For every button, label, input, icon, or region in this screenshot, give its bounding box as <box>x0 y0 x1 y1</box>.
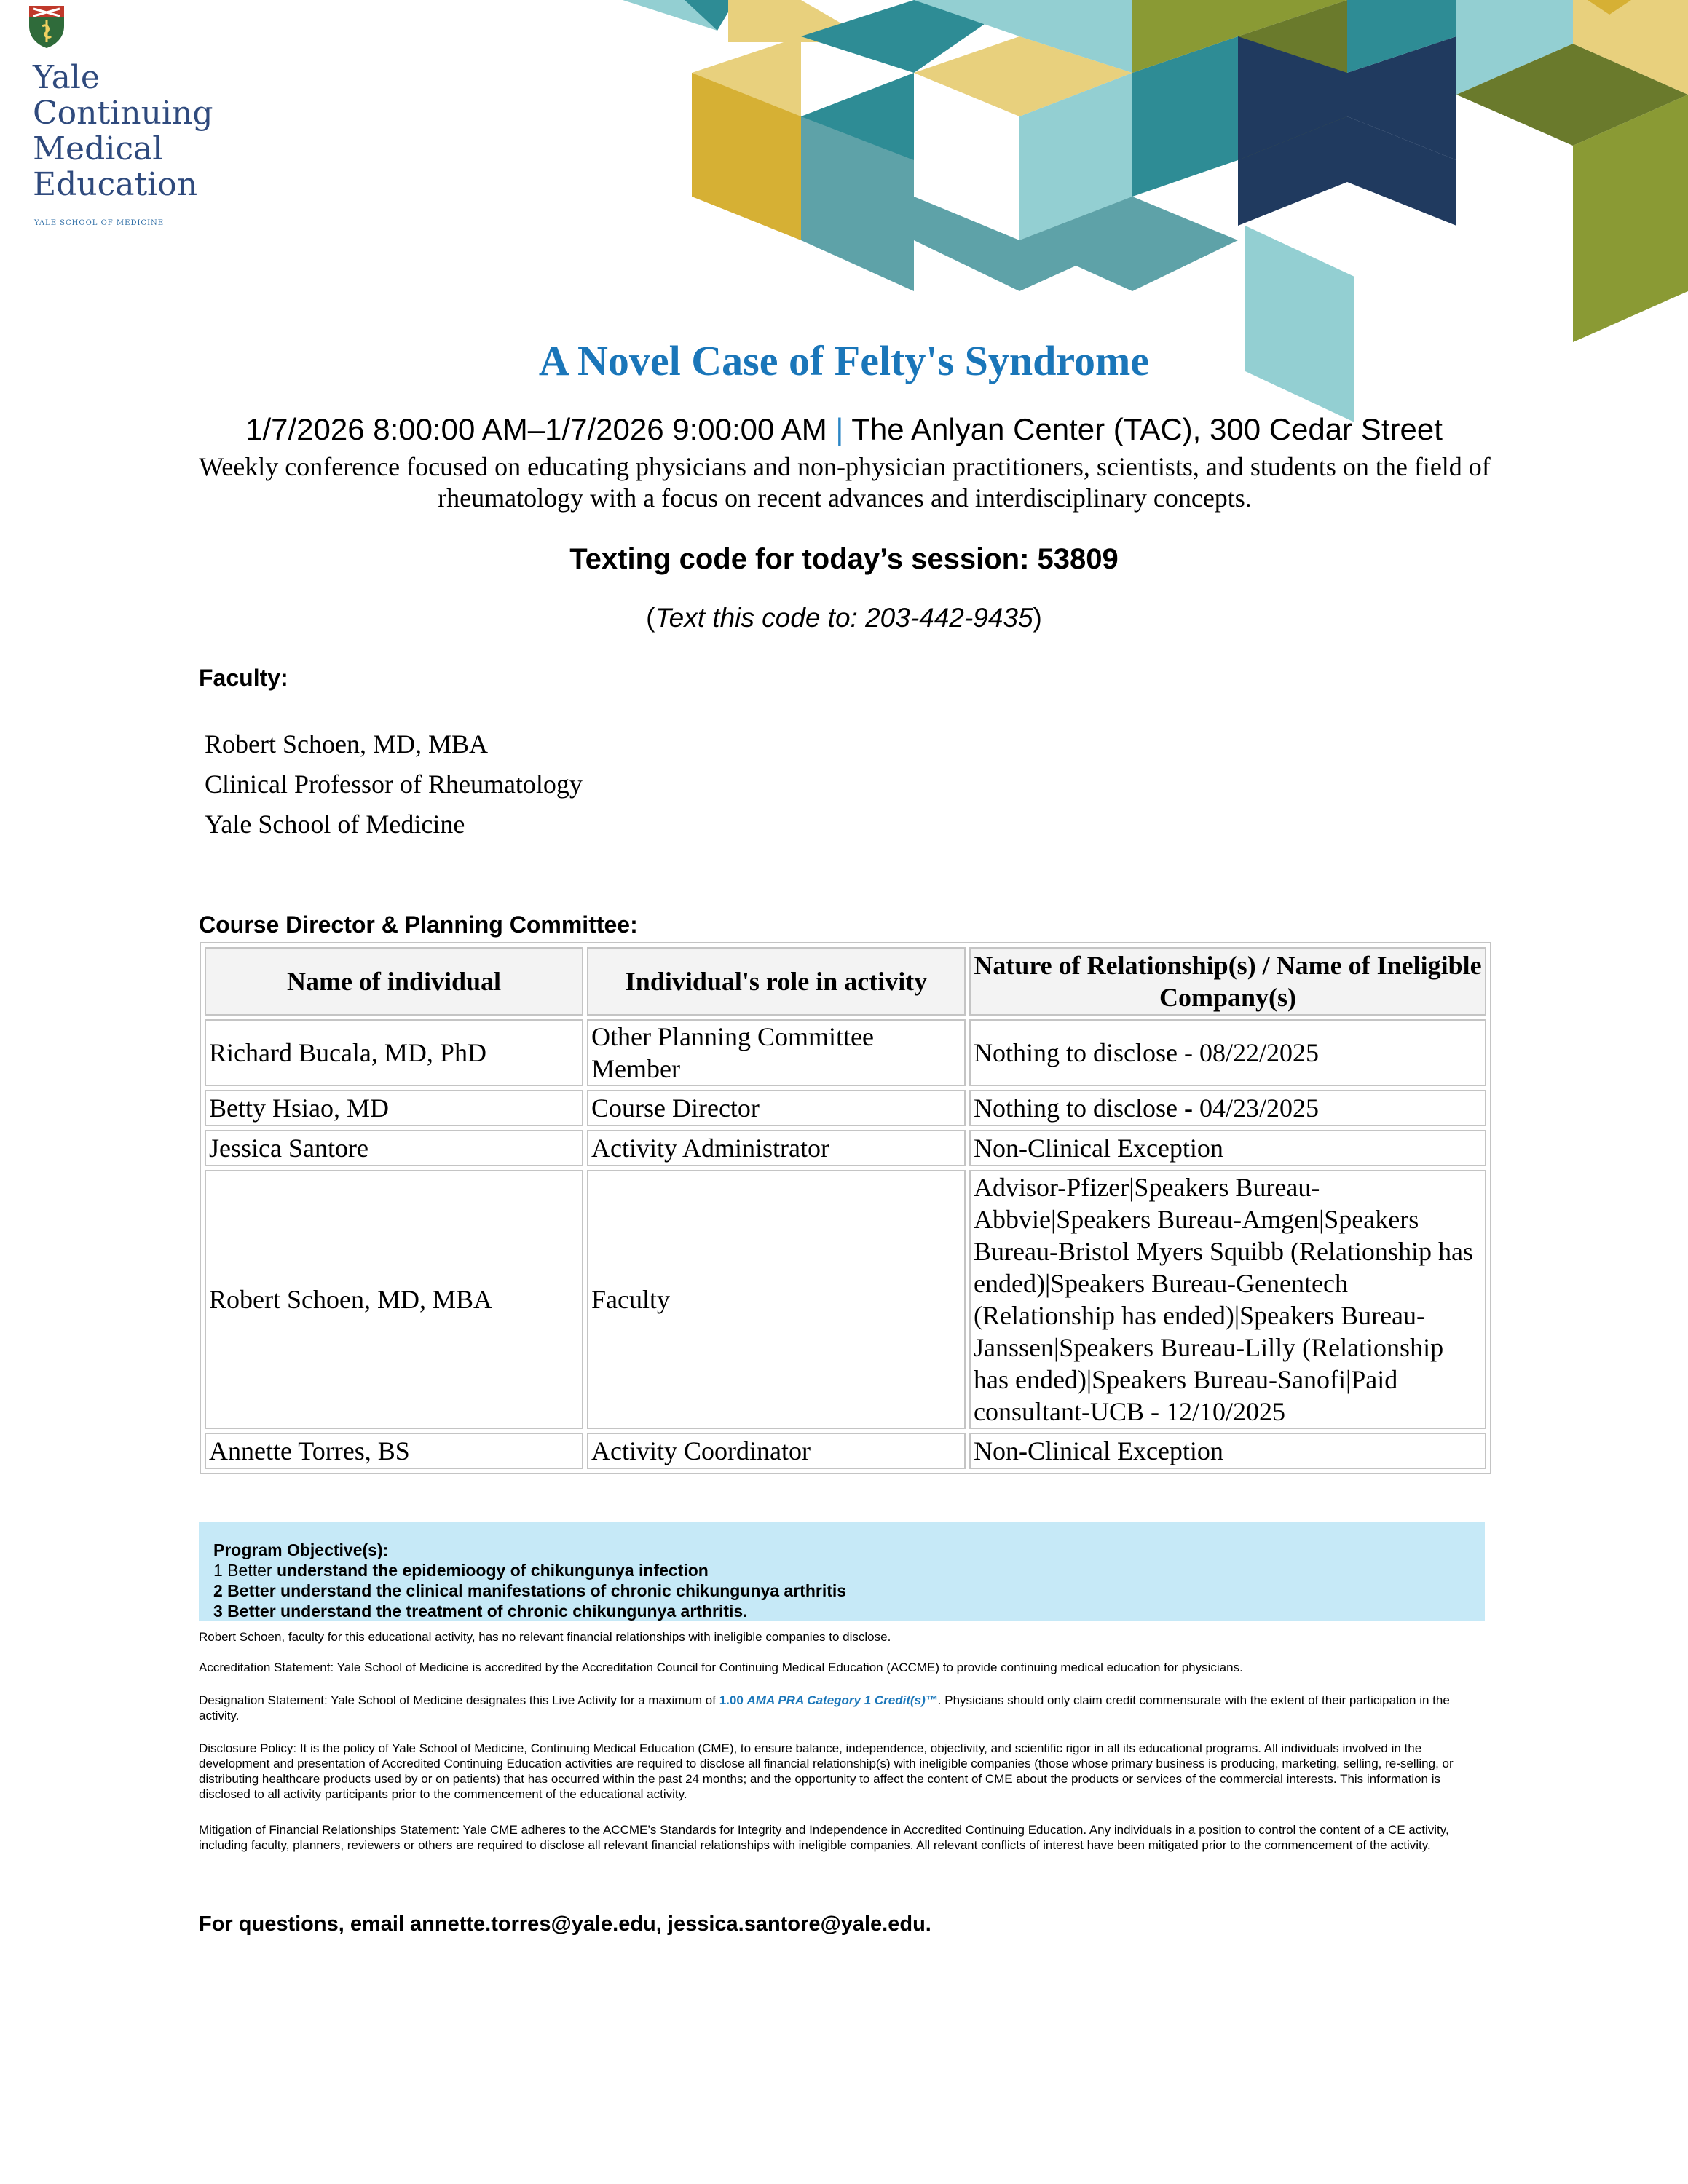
designation-pre: Designation Statement: Yale School of Medicine designates this Live Activity for a maximum of <box>199 1693 719 1707</box>
header-name: Name of individual <box>205 947 583 1016</box>
event-datetime: 1/7/2026 8:00:00 AM–1/7/2026 9:00:00 AM <box>245 412 827 446</box>
table-header-row <box>205 947 1486 1016</box>
cell-role: Other Planning Committee Member <box>587 1019 966 1086</box>
event-location: The Anlyan Center (TAC), 300 Cedar Street <box>851 412 1443 446</box>
committee-heading: Course Director & Planning Committee: <box>199 911 638 938</box>
faculty-title: Clinical Professor of Rheumatology <box>205 769 583 799</box>
cell-name: Jessica Santore <box>205 1130 583 1166</box>
objective-prefix: 1 Better <box>213 1561 277 1580</box>
table-row <box>205 1019 1486 1086</box>
accreditation-statement: Accreditation Statement: Yale School of Medicine is accredited by the Accreditation Council for Continuing Medical Education (ACCME) to provide continuing medical education for physicians. <box>199 1661 1243 1674</box>
paren-open: ( <box>646 603 655 633</box>
table-row <box>205 1170 1486 1429</box>
logo-line-4: Education <box>33 166 198 203</box>
logo-line-1: Yale <box>33 59 100 96</box>
objectives-heading: Program Objective(s): <box>213 1540 389 1559</box>
cell-role: Activity Administrator <box>587 1130 966 1166</box>
text-to-number <box>0 603 1688 633</box>
separator: | <box>835 412 844 446</box>
paren-close: ) <box>1033 603 1042 633</box>
objective-item <box>213 1560 1485 1580</box>
event-description: Weekly conference focused on educating physicians and non-physician practitioners, scientists, and students on the field of rheumatology with a focus on recent advances and interdisciplinary concepts. <box>199 452 1491 513</box>
disclosure-policy: Disclosure Policy: It is the policy of Yale School of Medicine, Continuing Medical Education (CME), to ensure balance, independence, objectivity, and scientific rigor in all its educational programs. All individuals involved in the development and presentation of Accredited Continuing Education activities are required to disclose all financial relationship(s) with ineligible companies (those whose primary business is producing, marketing, selling, re-selling, or distributing healthcare products used by or on patients) that has occurred within the past 24 months; and the opportunity to affect the content of CME about the products or services of the commercial interests. This information is disclosed to all activity participants prior to the commencement of the educational activity. <box>199 1741 1454 1801</box>
logo-subtitle: YALE SCHOOL OF MEDICINE <box>34 219 165 227</box>
cell-relationship: Advisor-Pfizer|Speakers Bureau-Abbvie|Speakers Bureau-Amgen|Speakers Bureau-Bristol Myers Squibb (Relationship has ended)|Speakers Bureau-Genentech (Relationship has ended)|Speakers Bureau-Janssen|Speakers Bureau-Lilly (Relationship has ended)|Speakers Bureau-Sanofi|Paid consultant-UCB - 12/10/2025 <box>969 1170 1486 1429</box>
cell-relationship: Non-Clinical Exception <box>969 1433 1486 1469</box>
faculty-disclosure-note: Robert Schoen, faculty for this educational activity, has no relevant financial relationships with ineligible companies to disclose. <box>199 1630 891 1644</box>
faculty-details <box>205 724 583 844</box>
faculty-heading: Faculty: <box>199 665 288 691</box>
mitigation-statement: Mitigation of Financial Relationships Statement: Yale CME adheres to the ACCME’s Standards for Integrity and Independence in Accredited Continuing Education. Any individuals in a position to control the content of a CE activity, including faculty, planners, reviewers or others are required to disclose all relevant financial relationships with ineligible companies. All relevant conflicts of interest have been mitigated prior to the commencement of the activity. <box>199 1823 1449 1852</box>
table-row <box>205 1130 1486 1166</box>
table-row <box>205 1090 1486 1126</box>
cell-role: Activity Coordinator <box>587 1433 966 1469</box>
objective-item: 2 Better understand the clinical manifestations of chronic chikungunya arthritis <box>213 1581 847 1600</box>
objective-text: understand the epidemioogy of chikungunya infection <box>276 1561 709 1580</box>
cell-relationship: Nothing to disclose - 04/23/2025 <box>969 1090 1486 1126</box>
cell-name: Robert Schoen, MD, MBA <box>205 1170 583 1429</box>
cell-relationship: Non-Clinical Exception <box>969 1130 1486 1166</box>
yale-shield-icon <box>28 4 66 50</box>
program-objectives <box>199 1522 1485 1621</box>
logo-line-2: Continuing <box>33 95 213 132</box>
faculty-institution: Yale School of Medicine <box>205 810 465 839</box>
page-title: A Novel Case of Felty's Syndrome <box>538 337 1150 384</box>
cell-name: Richard Bucala, MD, PhD <box>205 1019 583 1086</box>
contact-line: For questions, email annette.torres@yale.edu, jessica.santore@yale.edu. <box>199 1912 931 1936</box>
cell-relationship: Nothing to disclose - 08/22/2025 <box>969 1019 1486 1086</box>
committee-table <box>200 942 1491 1474</box>
text-to-label: Text this code to: 203-442-9435 <box>655 603 1033 633</box>
header-relationship: Nature of Relationship(s) / Name of Ineligible Company(s) <box>969 947 1486 1016</box>
cell-role: Faculty <box>587 1170 966 1429</box>
header-role: Individual's role in activity <box>587 947 966 1016</box>
designation-credit-label: AMA PRA Category 1 Credit(s)™ <box>746 1693 938 1707</box>
logo-line-3: Medical <box>33 130 163 167</box>
objective-item: 3 Better understand the treatment of chronic chikungunya arthritis. <box>213 1602 748 1621</box>
designation-post: . Physicians should only claim credit commensurate with the extent of their participation in the activity. <box>199 1693 1450 1722</box>
event-date-location <box>0 412 1688 447</box>
designation-credit-num: 1.00 <box>719 1693 744 1707</box>
texting-code: Texting code for today’s session: 53809 <box>569 543 1119 575</box>
cell-name: Annette Torres, BS <box>205 1433 583 1469</box>
cell-name: Betty Hsiao, MD <box>205 1090 583 1126</box>
cell-role: Course Director <box>587 1090 966 1126</box>
yale-cme-logo <box>28 4 217 230</box>
table-row <box>205 1433 1486 1469</box>
designation-statement <box>199 1693 1488 1723</box>
faculty-name: Robert Schoen, MD, MBA <box>205 729 488 759</box>
